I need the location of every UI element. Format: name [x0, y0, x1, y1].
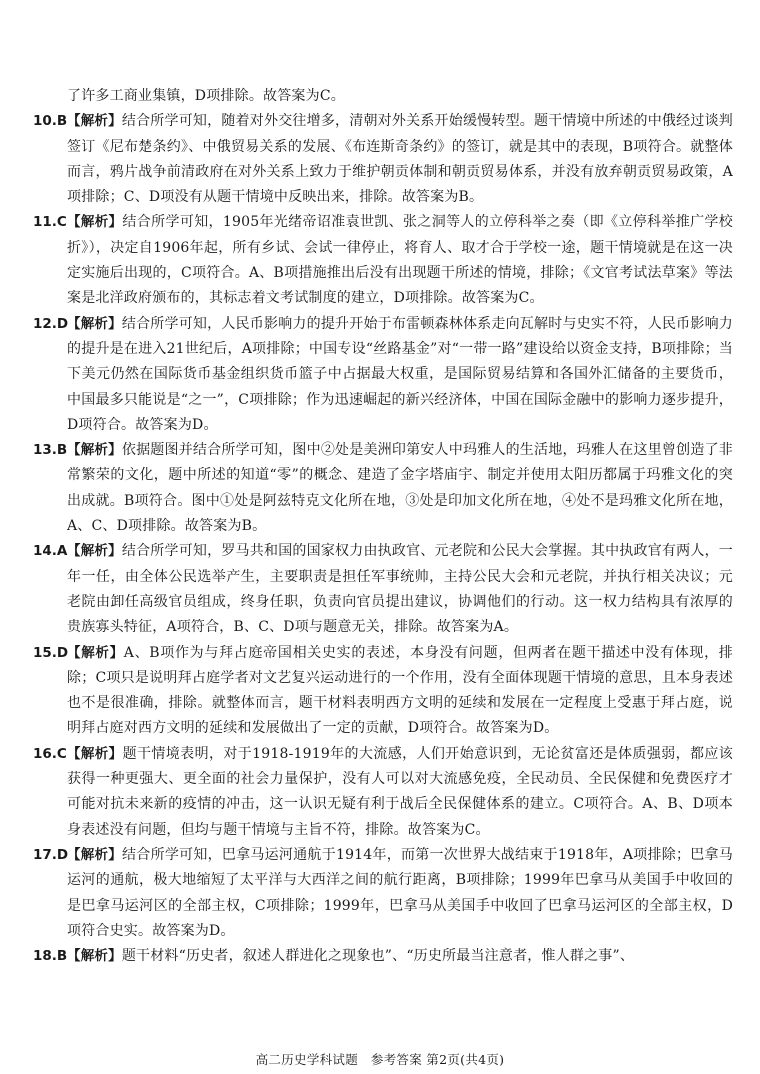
answer-letter: D	[56, 315, 69, 332]
question-number	[33, 438, 67, 463]
question-index: 14.	[33, 543, 57, 560]
answer-letter: C	[56, 745, 67, 762]
answer-letter: B	[56, 113, 68, 130]
analysis-text: 题干材料“历史者，叙述人群进化之现象也”、“历史所最当注意者，惟人群之事”、	[121, 948, 635, 965]
question-number	[33, 312, 68, 337]
question-number	[33, 109, 67, 134]
analysis-tag: 【解析】	[67, 644, 124, 661]
answer-letter: A	[56, 543, 68, 560]
question-index: 13.	[33, 442, 57, 459]
analysis-text: 结合所学可知，巴拿马运河通航于1914年，而第一次世界大战结束于1918年，A项排除；巴拿马运河的通航，极大地缩短了太平洋与大西洋之间的航行距离，B项排除；1999年巴拿马从美国手中收回的是巴拿马运河区的全部主权，C项排除；1999年，巴拿马从美国手中收回了巴拿马运河区的全部主权，D项符合史实。故答案为D。	[67, 846, 733, 939]
analysis-text: 结合所学可知，随着对外交往增多，清朝对外关系开始缓慢转型。题干情境中所述的中俄经过谈判签订《尼布楚条约》、中俄贸易关系的发展、《布连斯奇条约》的签订，就是其中的表现，B项符合。就整体而言，鸦片战争前清政府在对外关系上致力于维护朝贡体制和朝贡贸易体系，并没有放弃朝贡贸易政策，A项排除；C、D项没有从题干情境中反映出来，排除。故答案为B。	[67, 113, 733, 206]
analysis-tag: 【解析】	[67, 543, 122, 560]
analysis-text: A、B项作为与拜占庭帝国相关史实的表述，本身没有问题，但两者在题干描述中没有体现，排除；C项只是说明拜占庭学者对文艺复兴运动进行的一个作用，没有全面体现题干情境的意思，且本身表述也不是很准确，排除。就整体而言，题干材料表明西方文明的延续和发展在一定程度上受惠于拜占庭，说明拜占庭对西方文明的延续和发展做出了一定的贡献，D项符合。故答案为D。	[67, 644, 733, 737]
question-index: 12.	[33, 315, 57, 332]
answer-item	[33, 641, 733, 742]
question-index: 11.	[33, 214, 57, 231]
answer-item	[33, 438, 733, 539]
analysis-text: 结合所学可知，人民币影响力的提升开始于布雷顿森林体系走向瓦解时与史实不符，人民币影响力的提升是在进入21世纪后，A项排除；中国专设“丝路基金”对“一带一路”建设给以资金支持，B项排除；当下美元仍然在国际货币基金组织货币篮子中占据最大权重，是国际贸易结算和各国外汇储备的主要货币，中国最多只能说是“之一”，C项排除；作为迅速崛起的新兴经济体，中国在国际金融中的影响力逐步提升，D项符合。故答案为D。	[67, 315, 733, 433]
question-index: 15.	[33, 644, 57, 661]
analysis-tag: 【解析】	[67, 214, 123, 231]
answer-item	[33, 539, 733, 640]
answer-letter: D	[56, 644, 69, 661]
analysis-tag: 【解析】	[67, 846, 123, 863]
analysis-text: 结合所学可知，1905年光绪帝诏准袁世凯、张之洞等人的立停科举之奏（即《立停科举推广学校折》），决定自1906年起，所有乡试、会试一律停止，将育人、取才合于学校一途，题干情境就是在这一决定实施后出现的，C项符合。A、B项措施推出后没有出现题干所述的情境，排除；《文官考试法草案》等法案是北洋政府颁布的，其标志着文考试制度的建立，D项排除。故答案为C。	[67, 214, 733, 307]
answer-item	[33, 742, 733, 843]
analysis-text: 依据题图并结合所学可知，图中②处是美洲印第安人中玛雅人的生活地，玛雅人在这里曾创造了非常繁荣的文化，题中所述的知道“零”的概念、建造了金字塔庙宇、制定并使用太阳历都属于玛雅文化的突出成就。B项符合。图中①处是阿兹特克文化所在地，③处是印加文化所在地，④处不是玛雅文化所在地，A、C、D项排除。故答案为B。	[67, 442, 733, 535]
question-number	[33, 742, 67, 767]
analysis-tag: 【解析】	[67, 315, 122, 332]
analysis-text: 结合所学可知，罗马共和国的国家权力由执政官、元老院和公民大会掌握。其中执政官有两人，一年一任，由全体公民选举产生，主要职责是担任军事统帅，主持公民大会和元老院，并执行相关决议；元老院由卸任高级官员组成，终身任职，负责向官员提出建议，协调他们的行动。这一权力结构具有浓厚的贵族寡头特征，A项符合，B、C、D项与题意无关，排除。故答案为A。	[67, 543, 733, 636]
analysis-tag: 【解析】	[67, 948, 122, 965]
question-index: 16.	[33, 745, 57, 762]
analysis-tag: 【解析】	[67, 113, 122, 130]
question-number	[33, 944, 67, 969]
page-footer: 高二历史学科试题 参考答案 第2页(共4页)	[255, 1052, 505, 1067]
question-number	[33, 843, 68, 868]
question-number	[33, 539, 67, 564]
answer-list	[33, 109, 733, 969]
question-number	[33, 641, 68, 666]
analysis-tag: 【解析】	[67, 745, 123, 762]
answer-item	[33, 312, 733, 438]
question-number	[33, 210, 67, 235]
answer-letter: D	[56, 846, 69, 863]
continued-answer-text: 了许多工商业集镇，D项排除。故答案为C。	[67, 88, 345, 104]
answer-letter: B	[56, 442, 68, 459]
question-index: 17.	[33, 846, 57, 863]
answer-content	[33, 84, 733, 969]
question-index: 18.	[33, 948, 57, 965]
answer-item	[33, 944, 733, 969]
analysis-text: 题干情境表明，对于1918-1919年的大流感，人们开始意识到，无论贫富还是体质强弱，都应该获得一种更强大、更全面的社会力量保护，没有人可以对大流感免疫，全民动员、全民保健和免费医疗才可能对抗未来新的疫情的冲击，这一认识无疑有利于战后全民保健体系的建立。C项符合。A、B、D项本身表述没有问题，但均与题干情境与主旨不符，排除。故答案为C。	[67, 745, 733, 838]
analysis-tag: 【解析】	[67, 442, 122, 459]
answer-item	[33, 109, 733, 210]
answer-item	[33, 210, 733, 311]
question-index: 10.	[33, 113, 57, 130]
answer-letter: B	[56, 948, 68, 965]
answer-letter: C	[56, 214, 67, 231]
answer-item	[33, 843, 733, 944]
